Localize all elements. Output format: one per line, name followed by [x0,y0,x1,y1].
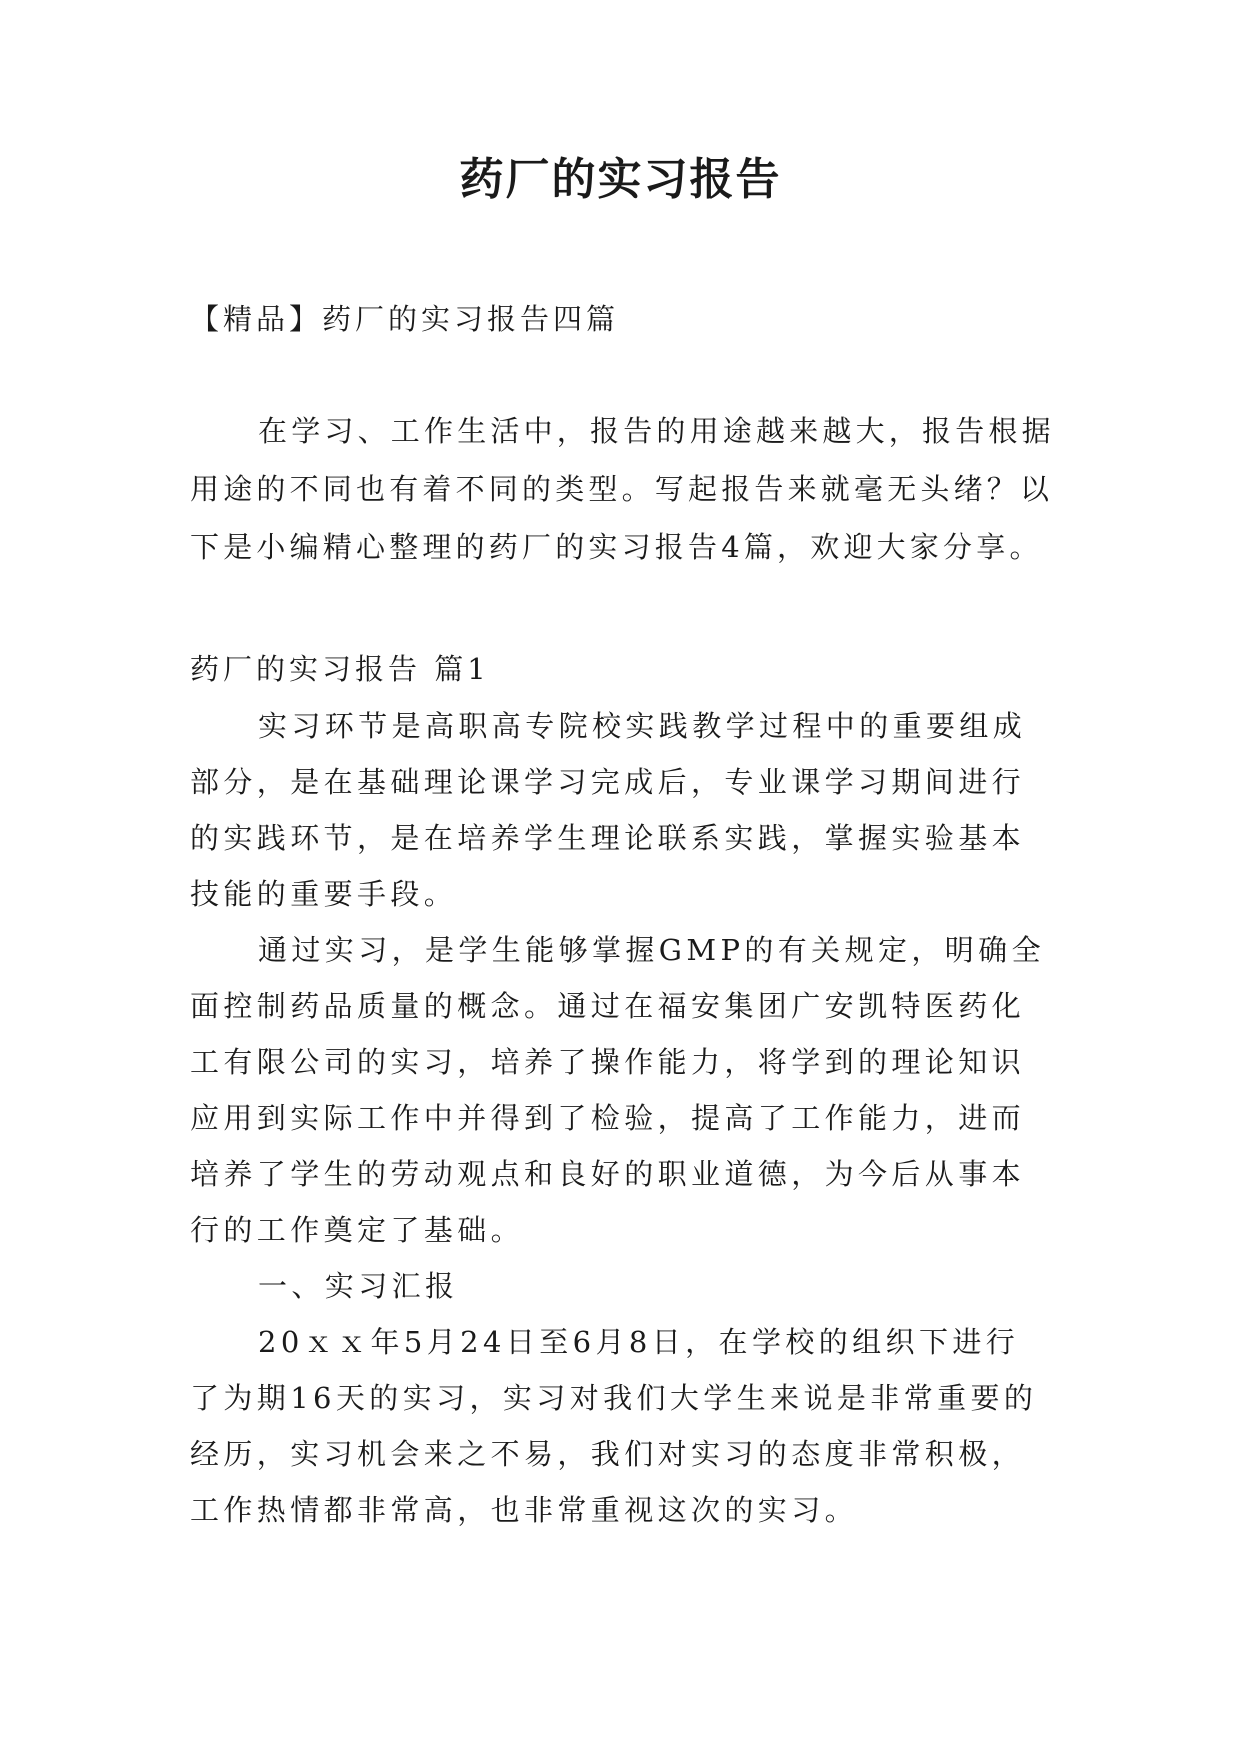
intro-paragraph: 在学习、工作生活中，报告的用途越来越大，报告根据用途的不同也有着不同的类型。写起报告来就毫无头绪？以下是小编精心整理的药厂的实习报告4篇，欢迎大家分享。 [190,414,1055,564]
section-heading: 药厂的实习报告 篇1 [190,652,490,686]
body-paragraph: 通过实习，是学生能够掌握GMP的有关规定，明确全面控制药品质量的概念。通过在福安集团广安凯特医药化工有限公司的实习，培养了操作能力，将学到的理论知识应用到实际工作中并得到了检验，提高了工作能力，进而培养了学生的劳动观点和良好的职业道德，为今后从事本行的工作奠定了基础。 [190,933,1045,1247]
body-paragraph: 实习环节是高职高专院校实践教学过程中的重要组成部分，是在基础理论课学习完成后，专业课学习期间进行的实践环节，是在培养学生理论联系实践，掌握实验基本技能的重要手段。 [190,709,1027,911]
section-body [190,698,1050,1538]
document-subtitle: 【精品】药厂的实习报告四篇 [190,302,620,336]
document-title: 药厂的实习报告 [459,154,782,205]
subsection-heading: 一、实习汇报 [258,1269,459,1303]
body-paragraph: 20ｘｘ年5月24日至6月8日，在学校的组织下进行了为期16天的实习，实习对我们大学生来说是非常重要的经历，实习机会来之不易，我们对实习的态度非常积极，工作热情都非常高，也非常重视这次的实习。 [190,1325,1038,1527]
